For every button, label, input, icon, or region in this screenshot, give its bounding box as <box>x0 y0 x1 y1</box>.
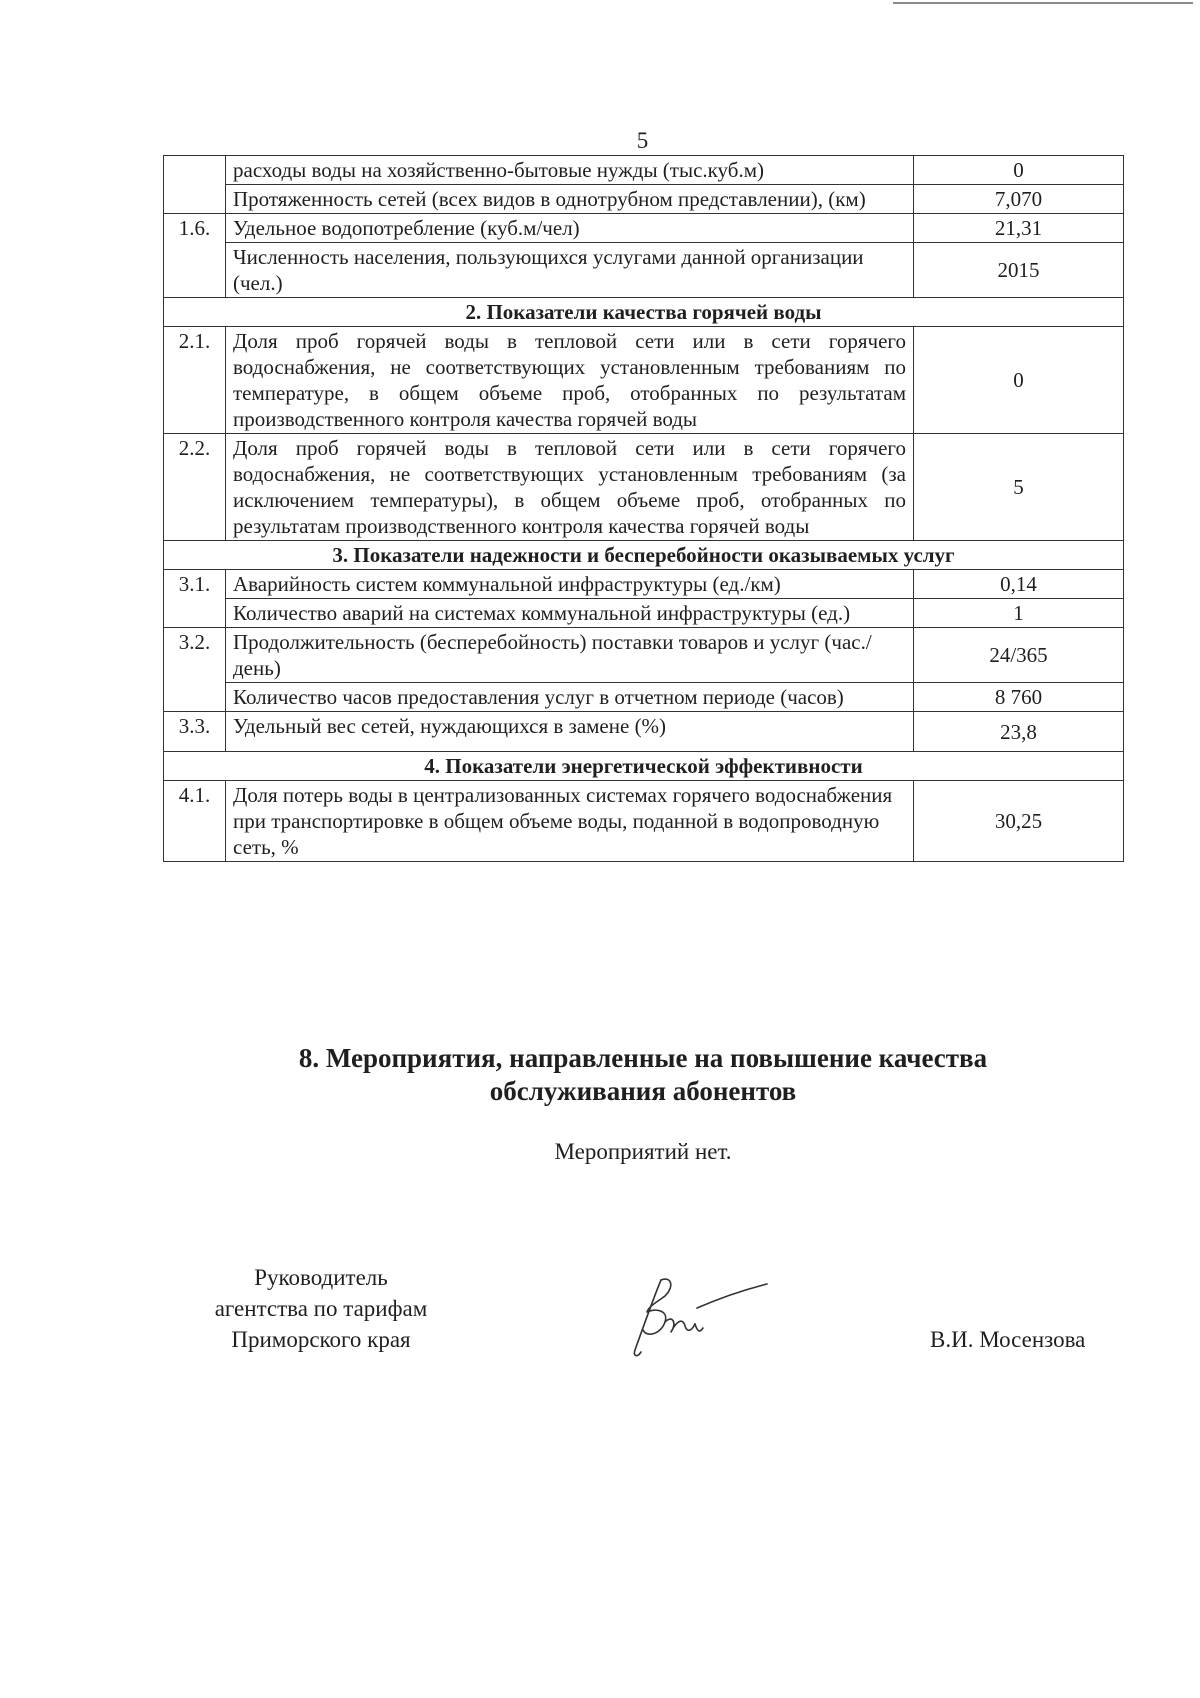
row-number: 1.6. <box>164 214 226 298</box>
signatory-title <box>166 1262 476 1355</box>
signatory-title-line: агентства по тарифам <box>214 1296 428 1321</box>
indicator-name: Доля потерь воды в централизованных системах горячего водоснабжения при транспортировке в общем объеме воды, поданной в водопроводную сеть, % <box>226 781 914 862</box>
indicator-value: 5 <box>914 434 1124 541</box>
indicator-value: 0 <box>914 327 1124 434</box>
table-row <box>164 599 1124 628</box>
indicator-value: 1 <box>914 599 1124 628</box>
indicator-value: 24/365 <box>914 628 1124 683</box>
table-row <box>164 628 1124 683</box>
scan-top-edge-line <box>893 2 1193 4</box>
indicator-name: Удельный вес сетей, нуждающихся в замене (%) <box>226 712 914 752</box>
indicator-name: Доля проб горячей воды в тепловой сети или в сети горячего водоснабжения, не соответствующих установленным требованиям (за исключением температуры), в общем объеме проб, отобранных по результатам производственного контроля качества горячей воды <box>226 434 914 541</box>
section-heading: 3. Показатели надежности и бесперебойности оказываемых услуг <box>164 541 1124 570</box>
section-heading: 4. Показатели энергетической эффективности <box>164 752 1124 781</box>
section-8-heading <box>163 1042 1123 1108</box>
table-row <box>164 434 1124 541</box>
indicator-value: 0 <box>914 156 1124 185</box>
indicator-value: 23,8 <box>914 712 1124 752</box>
row-number: 3.1. <box>164 570 226 628</box>
table-row <box>164 214 1124 243</box>
table-row <box>164 570 1124 599</box>
table-row <box>164 185 1124 214</box>
indicator-name: Количество аварий на системах коммунальной инфраструктуры (ед.) <box>226 599 914 628</box>
indicator-value: 21,31 <box>914 214 1124 243</box>
signatory-title-line: Приморского края <box>231 1327 411 1352</box>
table-row <box>164 712 1124 752</box>
table-row <box>164 781 1124 862</box>
signatory-title-line: Руководитель <box>254 1265 388 1290</box>
indicator-name: Численность населения, пользующихся услугами данной организации (чел.) <box>226 243 914 298</box>
section-row <box>164 752 1124 781</box>
row-number: 2.1. <box>164 327 226 434</box>
section-8-text: Мероприятий нет. <box>554 1139 732 1164</box>
indicator-value: 0,14 <box>914 570 1124 599</box>
indicator-name: Количество часов предоставления услуг в отчетном периоде (часов) <box>226 683 914 712</box>
section-row <box>164 541 1124 570</box>
indicator-name: Аварийность систем коммунальной инфраструктуры (ед./км) <box>226 570 914 599</box>
indicator-name: расходы воды на хозяйственно-бытовые нужды (тыс.куб.м) <box>226 156 914 185</box>
row-number: 3.3. <box>164 712 226 752</box>
table-row <box>164 243 1124 298</box>
row-number: 3.2. <box>164 628 226 712</box>
section-heading: 2. Показатели качества горячей воды <box>164 298 1124 327</box>
handwritten-signature <box>625 1272 770 1367</box>
indicator-value: 2015 <box>914 243 1124 298</box>
row-number: 2.2. <box>164 434 226 541</box>
indicator-name: Продолжительность (бесперебойность) поставки товаров и услуг (час./день) <box>226 628 914 683</box>
indicator-value: 8 760 <box>914 683 1124 712</box>
section-row <box>164 298 1124 327</box>
indicator-name: Доля проб горячей воды в тепловой сети или в сети горячего водоснабжения, не соответствующих установленным требованиям по температуре, в общем объеме проб, отобранных по результатам производственного контроля качества горячей воды <box>226 327 914 434</box>
indicator-value: 30,25 <box>914 781 1124 862</box>
signatory-name: В.И. Мосензова <box>930 1327 1086 1352</box>
table-row <box>164 327 1124 434</box>
section-8-heading-line: 8. Мероприятия, направленные на повышение качества <box>298 1043 988 1073</box>
indicator-name: Удельное водопотребление (куб.м/чел) <box>226 214 914 243</box>
table-row <box>164 683 1124 712</box>
indicator-name: Протяженность сетей (всех видов в однотрубном представлении), (км) <box>226 185 914 214</box>
indicators-table <box>163 155 1124 862</box>
table-row <box>164 156 1124 185</box>
row-number <box>164 156 226 214</box>
page-number: 5 <box>636 128 649 153</box>
section-8-heading-line: обслуживания абонентов <box>489 1076 797 1106</box>
indicator-value: 7,070 <box>914 185 1124 214</box>
row-number: 4.1. <box>164 781 226 862</box>
